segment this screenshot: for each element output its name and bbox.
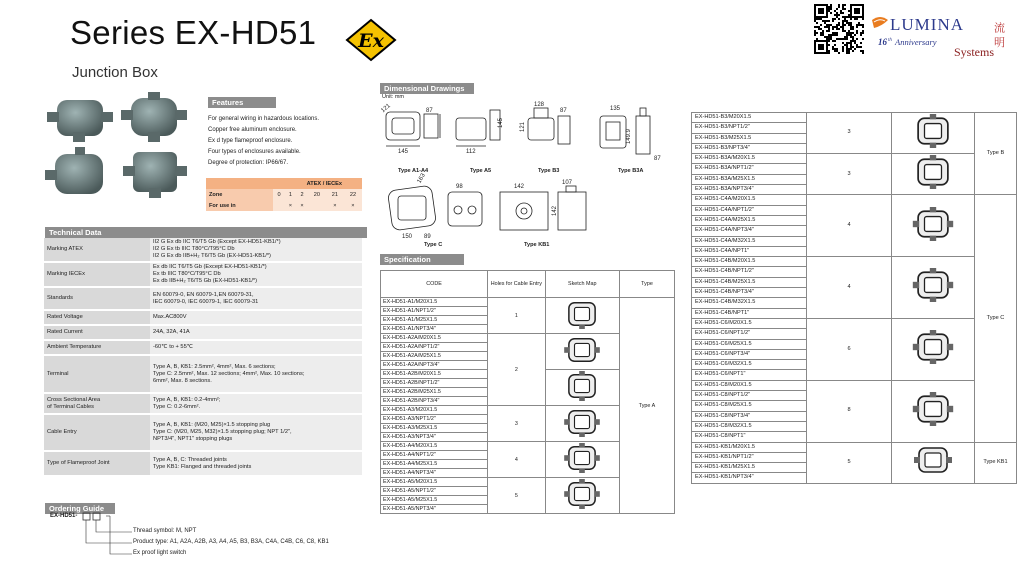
spec-code: EX-HD51-A2A/NPT1/2": [381, 343, 488, 352]
spec-heading: Specification: [380, 254, 464, 265]
right-row: [692, 257, 1017, 267]
tech-row: [44, 287, 362, 310]
feature-item: Ex d type flameproof enclosure.: [208, 138, 293, 144]
use-cell: [273, 200, 284, 211]
dimensional-drawings: [378, 100, 688, 250]
svg-text:142: 142: [514, 184, 525, 190]
right-type: Type B: [975, 113, 1017, 195]
tech-key: Terminal: [44, 355, 150, 393]
right-code: EX-HD51-C4B/M32X1.5: [692, 298, 807, 308]
zone-cell: 0: [273, 189, 284, 200]
use-cell: ×: [344, 200, 362, 211]
tech-value: Max.AC800V: [150, 310, 362, 325]
svg-text:142: 142: [552, 205, 558, 216]
spec-code: EX-HD51-A2B/M25X1.5: [381, 388, 488, 397]
svg-text:Ex: Ex: [358, 30, 384, 52]
svg-text:121: 121: [520, 121, 526, 132]
spec-code: EX-HD51-A1/NPT1/2": [381, 307, 488, 316]
svg-text:145: 145: [398, 149, 409, 155]
drawing-type-b3a: [600, 108, 650, 154]
features-heading: Features: [208, 97, 276, 108]
svg-text:87: 87: [560, 108, 567, 114]
use-cell: [308, 200, 326, 211]
tech-value: Type A, B, KB1: 0.2-4mm²; Type C: 0.2-6mm².: [150, 393, 362, 414]
feature-item: Degree of protection: IP66/67.: [208, 160, 289, 166]
ordering-heading: Ordering Guide: [45, 503, 115, 514]
right-holes: 3: [807, 154, 892, 195]
page-title: Series EX-HD51: [70, 14, 317, 51]
svg-text:LUMINA: LUMINA: [890, 15, 964, 34]
spec-holes: 1: [488, 298, 545, 334]
sketch-map-icon: [562, 479, 602, 512]
right-code: EX-HD51-B3A/NPT1/2": [692, 164, 807, 174]
sketch-map-icon: [895, 444, 971, 480]
ordering-diagram: [80, 512, 140, 562]
ordering-line-switch: Ex proof light switch: [133, 550, 187, 556]
technical-data-table: [44, 238, 362, 477]
use-cell: ×: [326, 200, 344, 211]
zone-cell: 2: [296, 189, 308, 200]
sketch-map-icon: [911, 155, 955, 193]
spec-code: EX-HD51-A1/NPT3/4": [381, 325, 488, 334]
spec-code: EX-HD51-A5/NPT3/4": [381, 505, 488, 514]
drawings-heading: Dimensional Drawings: [380, 83, 474, 94]
ordering-line-thread: Thread symbol: M, NPT: [133, 528, 197, 534]
svg-text:89: 89: [424, 234, 431, 240]
svg-text:Type KB1: Type KB1: [524, 242, 550, 248]
right-code: EX-HD51-C4A/M20X1.5: [692, 195, 807, 205]
brand-logo: [870, 6, 1018, 60]
right-code: EX-HD51-C4B/NPT3/4": [692, 288, 807, 298]
spec-code: EX-HD51-A1/M25X1.5: [381, 316, 488, 325]
zone-cell: 21: [326, 189, 344, 200]
right-type: Type C: [975, 195, 1017, 442]
right-code: EX-HD51-KB1/NPT3/4": [692, 473, 807, 483]
atex-title: ATEX / IECEx: [206, 178, 362, 189]
right-holes: 8: [807, 380, 892, 442]
right-row: [692, 318, 1017, 328]
sketch-map-icon: [911, 207, 955, 245]
svg-text:Type B3: Type B3: [538, 168, 560, 174]
use-cell: ×: [296, 200, 308, 211]
drawing-type-a1: [386, 112, 440, 146]
svg-text:流 明: 流 明: [992, 22, 1006, 48]
spec-table: [380, 270, 675, 514]
tech-key: Rated Voltage: [44, 310, 150, 325]
spec-code: EX-HD51-A3/NPT3/4": [381, 433, 488, 442]
atex-zone-table: [206, 178, 362, 211]
svg-text:Anniversary: Anniversary: [895, 37, 937, 47]
spec-code: EX-HD51-A1/M20X1.5: [381, 298, 488, 307]
use-label: For use in: [206, 200, 273, 211]
tech-row: [44, 340, 362, 355]
tech-value: EN 60079-0, EN 60079-1,EN 60079-31, IEC 60079-0, IEC 60079-1, IEC 60079-31: [150, 287, 362, 310]
drawing-type-c: [387, 185, 482, 231]
svg-text:112: 112: [466, 149, 476, 155]
right-code: EX-HD51-C4B/NPT1/2": [692, 267, 807, 277]
svg-text:87: 87: [654, 156, 661, 162]
tech-key: Marking IECEx: [44, 262, 150, 287]
sketch-map-icon: [562, 407, 602, 440]
zone-cell: 1: [285, 189, 297, 200]
right-code: EX-HD51-B3A/NPT3/4": [692, 185, 807, 195]
right-spec-table: [691, 112, 1017, 484]
tech-value: Ex db IIC T6/T5 Gb (Except EX-HD51-KB1/*) Ex tb IIIC T80°C/T95°C Db Ex db IIB+H₂ T6/T5 Gb (EX-HD51-KB1/*): [150, 262, 362, 287]
spec-code: EX-HD51-A2B/NPT3/4": [381, 397, 488, 406]
right-row: [692, 113, 1017, 123]
right-code: EX-HD51-C4B/M20X1.5: [692, 257, 807, 267]
feature-item: Four types of enclosures available.: [208, 149, 301, 155]
spec-code: EX-HD51-A2B/NPT1/2": [381, 379, 488, 388]
right-holes: 3: [807, 113, 892, 154]
ex-mark-icon: [345, 18, 397, 62]
right-code: EX-HD51-C6/NPT1/2": [692, 329, 807, 339]
spec-code: EX-HD51-A2A/NPT3/4": [381, 361, 488, 370]
sketch-map-icon: [562, 335, 602, 368]
right-code: EX-HD51-C4A/M25X1.5: [692, 215, 807, 225]
right-row: [692, 154, 1017, 164]
zone-cell: 22: [344, 189, 362, 200]
sketch-map-icon: [911, 392, 955, 430]
svg-text:121: 121: [380, 103, 392, 115]
features-list: [208, 114, 378, 169]
right-code: EX-HD51-C8/M20X1.5: [692, 380, 807, 390]
tech-row: [44, 325, 362, 340]
spec-code: EX-HD51-A3/M25X1.5: [381, 424, 488, 433]
tech-row: [44, 238, 362, 262]
spec-code: EX-HD51-A2A/M20X1.5: [381, 334, 488, 343]
right-holes: 6: [807, 318, 892, 380]
right-code: EX-HD51-B3A/M25X1.5: [692, 174, 807, 184]
spec-code: EX-HD51-A3/M20X1.5: [381, 406, 488, 415]
spec-code: EX-HD51-A2B/M20X1.5: [381, 370, 488, 379]
zone-cell: 20: [308, 189, 326, 200]
right-row: [692, 195, 1017, 205]
spec-col-header: Holes for Cable Entry: [488, 271, 545, 298]
spec-code: EX-HD51-A5/M25X1.5: [381, 496, 488, 505]
tech-value: II2 G Ex db IIC T6/T5 Gb (Except EX-HD51-KB1/*) II2 G Ex tb IIIC T80°C/T95°C Db II2 G Ex db IIB+H₂ T6/T5 Gb (EX-HD51-KB1/*): [150, 238, 362, 262]
spec-code: EX-HD51-A4/M25X1.5: [381, 460, 488, 469]
svg-text:th: th: [888, 38, 892, 43]
right-holes: 4: [807, 257, 892, 319]
right-holes: 5: [807, 442, 892, 483]
svg-text:16: 16: [878, 37, 887, 47]
zone-label: Zone: [206, 189, 273, 200]
spec-col-header: Type: [619, 271, 674, 298]
svg-text:163: 163: [416, 172, 427, 185]
right-code: EX-HD51-C6/M20X1.5: [692, 318, 807, 328]
spec-code: EX-HD51-A4/NPT3/4": [381, 469, 488, 478]
right-holes: 4: [807, 195, 892, 257]
tech-row: [44, 355, 362, 393]
drawing-type-kb1: [500, 186, 586, 230]
use-cell: ×: [285, 200, 297, 211]
tech-key: Cross Sectional Area of Terminal Cables: [44, 393, 150, 414]
feature-item: Copper free aluminum enclosure.: [208, 127, 297, 133]
right-code: EX-HD51-KB1/NPT1/2": [692, 452, 807, 462]
spec-col-header: CODE: [381, 271, 488, 298]
right-type: Type KB1: [975, 442, 1017, 483]
right-code: EX-HD51-B3A/M20X1.5: [692, 154, 807, 164]
tech-value: Type A, B, C: Threaded joints Type KB1: Flanged and threaded joints: [150, 451, 362, 476]
feature-item: For general wiring in hazardous locations.: [208, 116, 320, 122]
tech-key: Rated Current: [44, 325, 150, 340]
right-code: EX-HD51-C8/M32X1.5: [692, 421, 807, 431]
sketch-map-icon: [562, 299, 602, 332]
spec-code: EX-HD51-A4/NPT1/2": [381, 451, 488, 460]
svg-text:145: 145: [498, 117, 504, 128]
right-code: EX-HD51-C4A/M32X1.5: [692, 236, 807, 246]
right-code: EX-HD51-KB1/M20X1.5: [692, 442, 807, 452]
tech-row: [44, 262, 362, 287]
right-code: EX-HD51-C8/M25X1.5: [692, 401, 807, 411]
page-subtitle: Junction Box: [72, 64, 158, 81]
svg-text:128: 128: [534, 102, 545, 108]
spec-code: EX-HD51-A2A/M25X1.5: [381, 352, 488, 361]
sketch-map-icon: [562, 443, 602, 476]
right-code: EX-HD51-B3/NPT1/2": [692, 123, 807, 133]
right-code: EX-HD51-B3/M20X1.5: [692, 113, 807, 123]
spec-holes: 4: [488, 442, 545, 478]
tech-key: Standards: [44, 287, 150, 310]
box-photo-c: [45, 147, 103, 194]
right-code: EX-HD51-C8/NPT1": [692, 432, 807, 442]
svg-text:87: 87: [426, 108, 433, 114]
right-code: EX-HD51-C4A/NPT3/4": [692, 226, 807, 236]
tech-row: [44, 393, 362, 414]
tech-key: Ambient Temperature: [44, 340, 150, 355]
svg-text:150: 150: [402, 234, 413, 240]
ordering-code: EX-HD51-: [50, 513, 78, 519]
spec-type: Type A: [619, 298, 674, 514]
right-code: EX-HD51-C8/NPT1/2": [692, 391, 807, 401]
right-code: EX-HD51-C6/NPT3/4": [692, 349, 807, 359]
svg-text:Type A1-A4: Type A1-A4: [398, 168, 429, 174]
spec-holes: 2: [488, 334, 545, 406]
svg-text:149.9: 149.9: [626, 128, 632, 144]
box-photo-d: [123, 152, 187, 198]
tech-key: Cable Entry: [44, 414, 150, 451]
right-code: EX-HD51-C4A/NPT1/2": [692, 205, 807, 215]
right-row: [692, 442, 1017, 452]
tech-value: -60℃ to + 55℃: [150, 340, 362, 355]
right-code: EX-HD51-KB1/M25X1.5: [692, 463, 807, 473]
spec-code: EX-HD51-A5/M20X1.5: [381, 478, 488, 487]
svg-text:Type B3A: Type B3A: [618, 168, 644, 174]
spec-code: EX-HD51-A3/NPT1/2": [381, 415, 488, 424]
sketch-map-icon: [911, 330, 955, 368]
right-code: EX-HD51-B3/M25X1.5: [692, 133, 807, 143]
svg-text:98: 98: [456, 184, 463, 190]
box-photo-a: [47, 100, 113, 142]
right-code: EX-HD51-C4B/NPT1": [692, 308, 807, 318]
spec-holes: 5: [488, 478, 545, 514]
technical-heading: Technical Data: [45, 227, 367, 238]
svg-text:Systems: Systems: [954, 45, 995, 59]
tech-row: [44, 310, 362, 325]
svg-text:135: 135: [610, 106, 621, 112]
product-photos: [45, 92, 195, 202]
right-code: EX-HD51-C6/M32X1.5: [692, 360, 807, 370]
spec-row: [381, 298, 675, 307]
qr-code-icon: [814, 4, 864, 54]
right-code: EX-HD51-C6/M25X1.5: [692, 339, 807, 349]
tech-key: Type of Flameproof Joint: [44, 451, 150, 476]
spec-code: EX-HD51-A4/M20X1.5: [381, 442, 488, 451]
sketch-map-icon: [911, 268, 955, 306]
tech-row: [44, 451, 362, 476]
right-code: EX-HD51-B3/NPT3/4": [692, 143, 807, 153]
right-row: [692, 380, 1017, 390]
right-code: EX-HD51-C8/NPT3/4": [692, 411, 807, 421]
svg-text:107: 107: [562, 180, 573, 186]
right-code: EX-HD51-C6/NPT1": [692, 370, 807, 380]
spec-col-header: Sketch Map: [545, 271, 619, 298]
sketch-map-icon: [911, 114, 955, 152]
svg-text:Type A5: Type A5: [470, 168, 492, 174]
right-code: EX-HD51-C4A/NPT1": [692, 246, 807, 256]
sketch-map-icon: [562, 371, 602, 404]
tech-value: Type A, B, KB1: (M20, M25)×1.5 stopping plug Type C: (M20, M25, M32)×1.5 stopping plug; NPT 1/2", NPT3/4", NPT1" stopping plugs: [150, 414, 362, 451]
tech-key: Marking ATEX: [44, 238, 150, 262]
ordering-line-type: Product type: A1, A2A, A2B, A3, A4, A5, B3, B3A, C4A, C4B, C6, C8, KB1: [133, 539, 329, 545]
right-code: EX-HD51-C4B/M25X1.5: [692, 277, 807, 287]
drawing-type-a5: [456, 110, 500, 146]
tech-row: [44, 414, 362, 451]
box-photo-b: [121, 92, 187, 142]
tech-value: 24A, 32A, 41A: [150, 325, 362, 340]
spec-code: EX-HD51-A5/NPT1/2": [381, 487, 488, 496]
spec-holes: 3: [488, 406, 545, 442]
tech-value: Type A, B, KB1: 2.5mm², 4mm², Max. 6 sections; Type C: 2.5mm², Max. 12 sections; 4mm², Max. 10 sections; 6mm², Max. 8 sections.: [150, 355, 362, 393]
svg-text:Type C: Type C: [424, 242, 443, 248]
drawings-unit: Unit: mm: [382, 94, 404, 100]
